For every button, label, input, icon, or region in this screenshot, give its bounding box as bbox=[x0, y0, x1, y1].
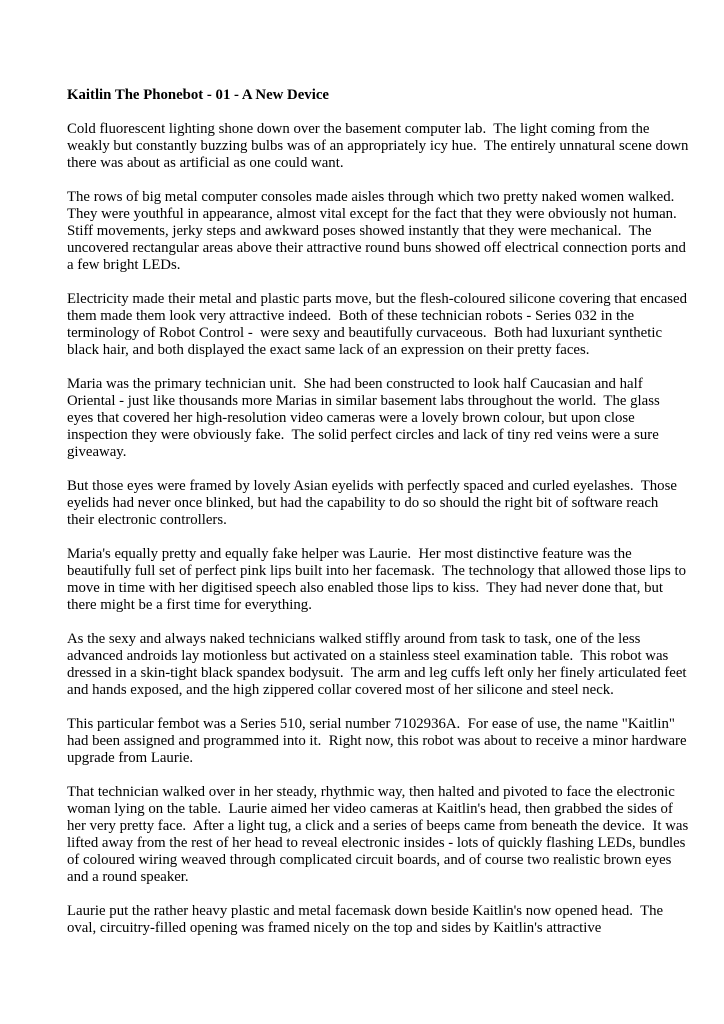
paragraph-3: Electricity made their metal and plastic parts move, but the flesh-coloured silicone covering that encased them made them look very attractive indeed. Both of these technician robots - Series 032 in the terminology of Robot Control - were sexy and beautifully curvaceous. Both had luxuriant synthetic black hair, and both displayed the exact same lack of an expression on their pretty faces. bbox=[67, 291, 691, 358]
paragraph-6: Maria's equally pretty and equally fake helper was Laurie. Her most distinctive feature was the beautifully full set of perfect pink lips built into her facemask. The technology that allowed those lips to move in time with her digitised speech also enabled those lips to kiss. They had never done that, but there might be a first time for everything. bbox=[67, 546, 690, 613]
paragraph-4: Maria was the primary technician unit. She had been constructed to look half Caucasian and half Oriental - just like thousands more Marias in similar basement labs throughout the world. The glass eyes that covered her high-resolution video cameras were a lovely brown colour, but upon close inspection they were obviously fake. The solid perfect circles and lack of tiny red veins were a sure giveaway. bbox=[67, 376, 664, 460]
paragraph-2: The rows of big metal computer consoles made aisles through which two pretty naked women walked. They were youthful in appearance, almost vital except for the fact that they were obviously not human. Stiff movements, jerky steps and awkward poses showed instantly that they were mechanical. The uncovered rectangular areas above their attractive round buns showed off electrical connection ports and a few bright LEDs. bbox=[67, 189, 690, 273]
paragraph-10: Laurie put the rather heavy plastic and metal facemask down beside Kaitlin's now opened head. The oval, circuitry-filled opening was framed nicely on the top and sides by Kaitlin's attractive bbox=[67, 903, 667, 936]
paragraph-9: That technician walked over in her steady, rhythmic way, then halted and pivoted to face the electronic woman lying on the table. Laurie aimed her video cameras at Kaitlin's head, then grabbed the sides of her very pretty face. After a light tug, a click and a series of beeps came from beneath the device. It was lifted away from the rest of her head to reveal electronic insides - lots of quickly flashing LEDs, bundles of coloured wiring weaved through complicated circuit boards, and of course two realistic brown eyes and a round speaker. bbox=[67, 784, 692, 885]
paragraph-8: This particular fembot was a Series 510, serial number 7102936A. For ease of use, the name "Kaitlin" had been assigned and programmed into it. Right now, this robot was about to receive a minor hardware upgrade from Laurie. bbox=[67, 716, 691, 766]
paragraph-7: As the sexy and always naked technicians walked stiffly around from task to task, one of the less advanced androids lay motionless but activated on a stainless steel examination table. This robot was dressed in a skin-tight black spandex bodysuit. The arm and leg cuffs left only her finely articulated feet and hands exposed, and the high zippered collar covered most of her silicone and steel neck. bbox=[67, 631, 691, 698]
paragraph-1: Cold fluorescent lighting shone down over the basement computer lab. The light coming from the weakly but constantly buzzing bulbs was of an appropriately icy hue. The entirely unnatural scene down there was about as artificial as one could want. bbox=[67, 121, 693, 171]
paragraph-5: But those eyes were framed by lovely Asian eyelids with perfectly spaced and curled eyelashes. Those eyelids had never once blinked, but had the capability to do so should the right bit of software reach their electronic controllers. bbox=[67, 478, 681, 528]
document-title: Kaitlin The Phonebot - 01 - A New Device bbox=[67, 87, 329, 103]
